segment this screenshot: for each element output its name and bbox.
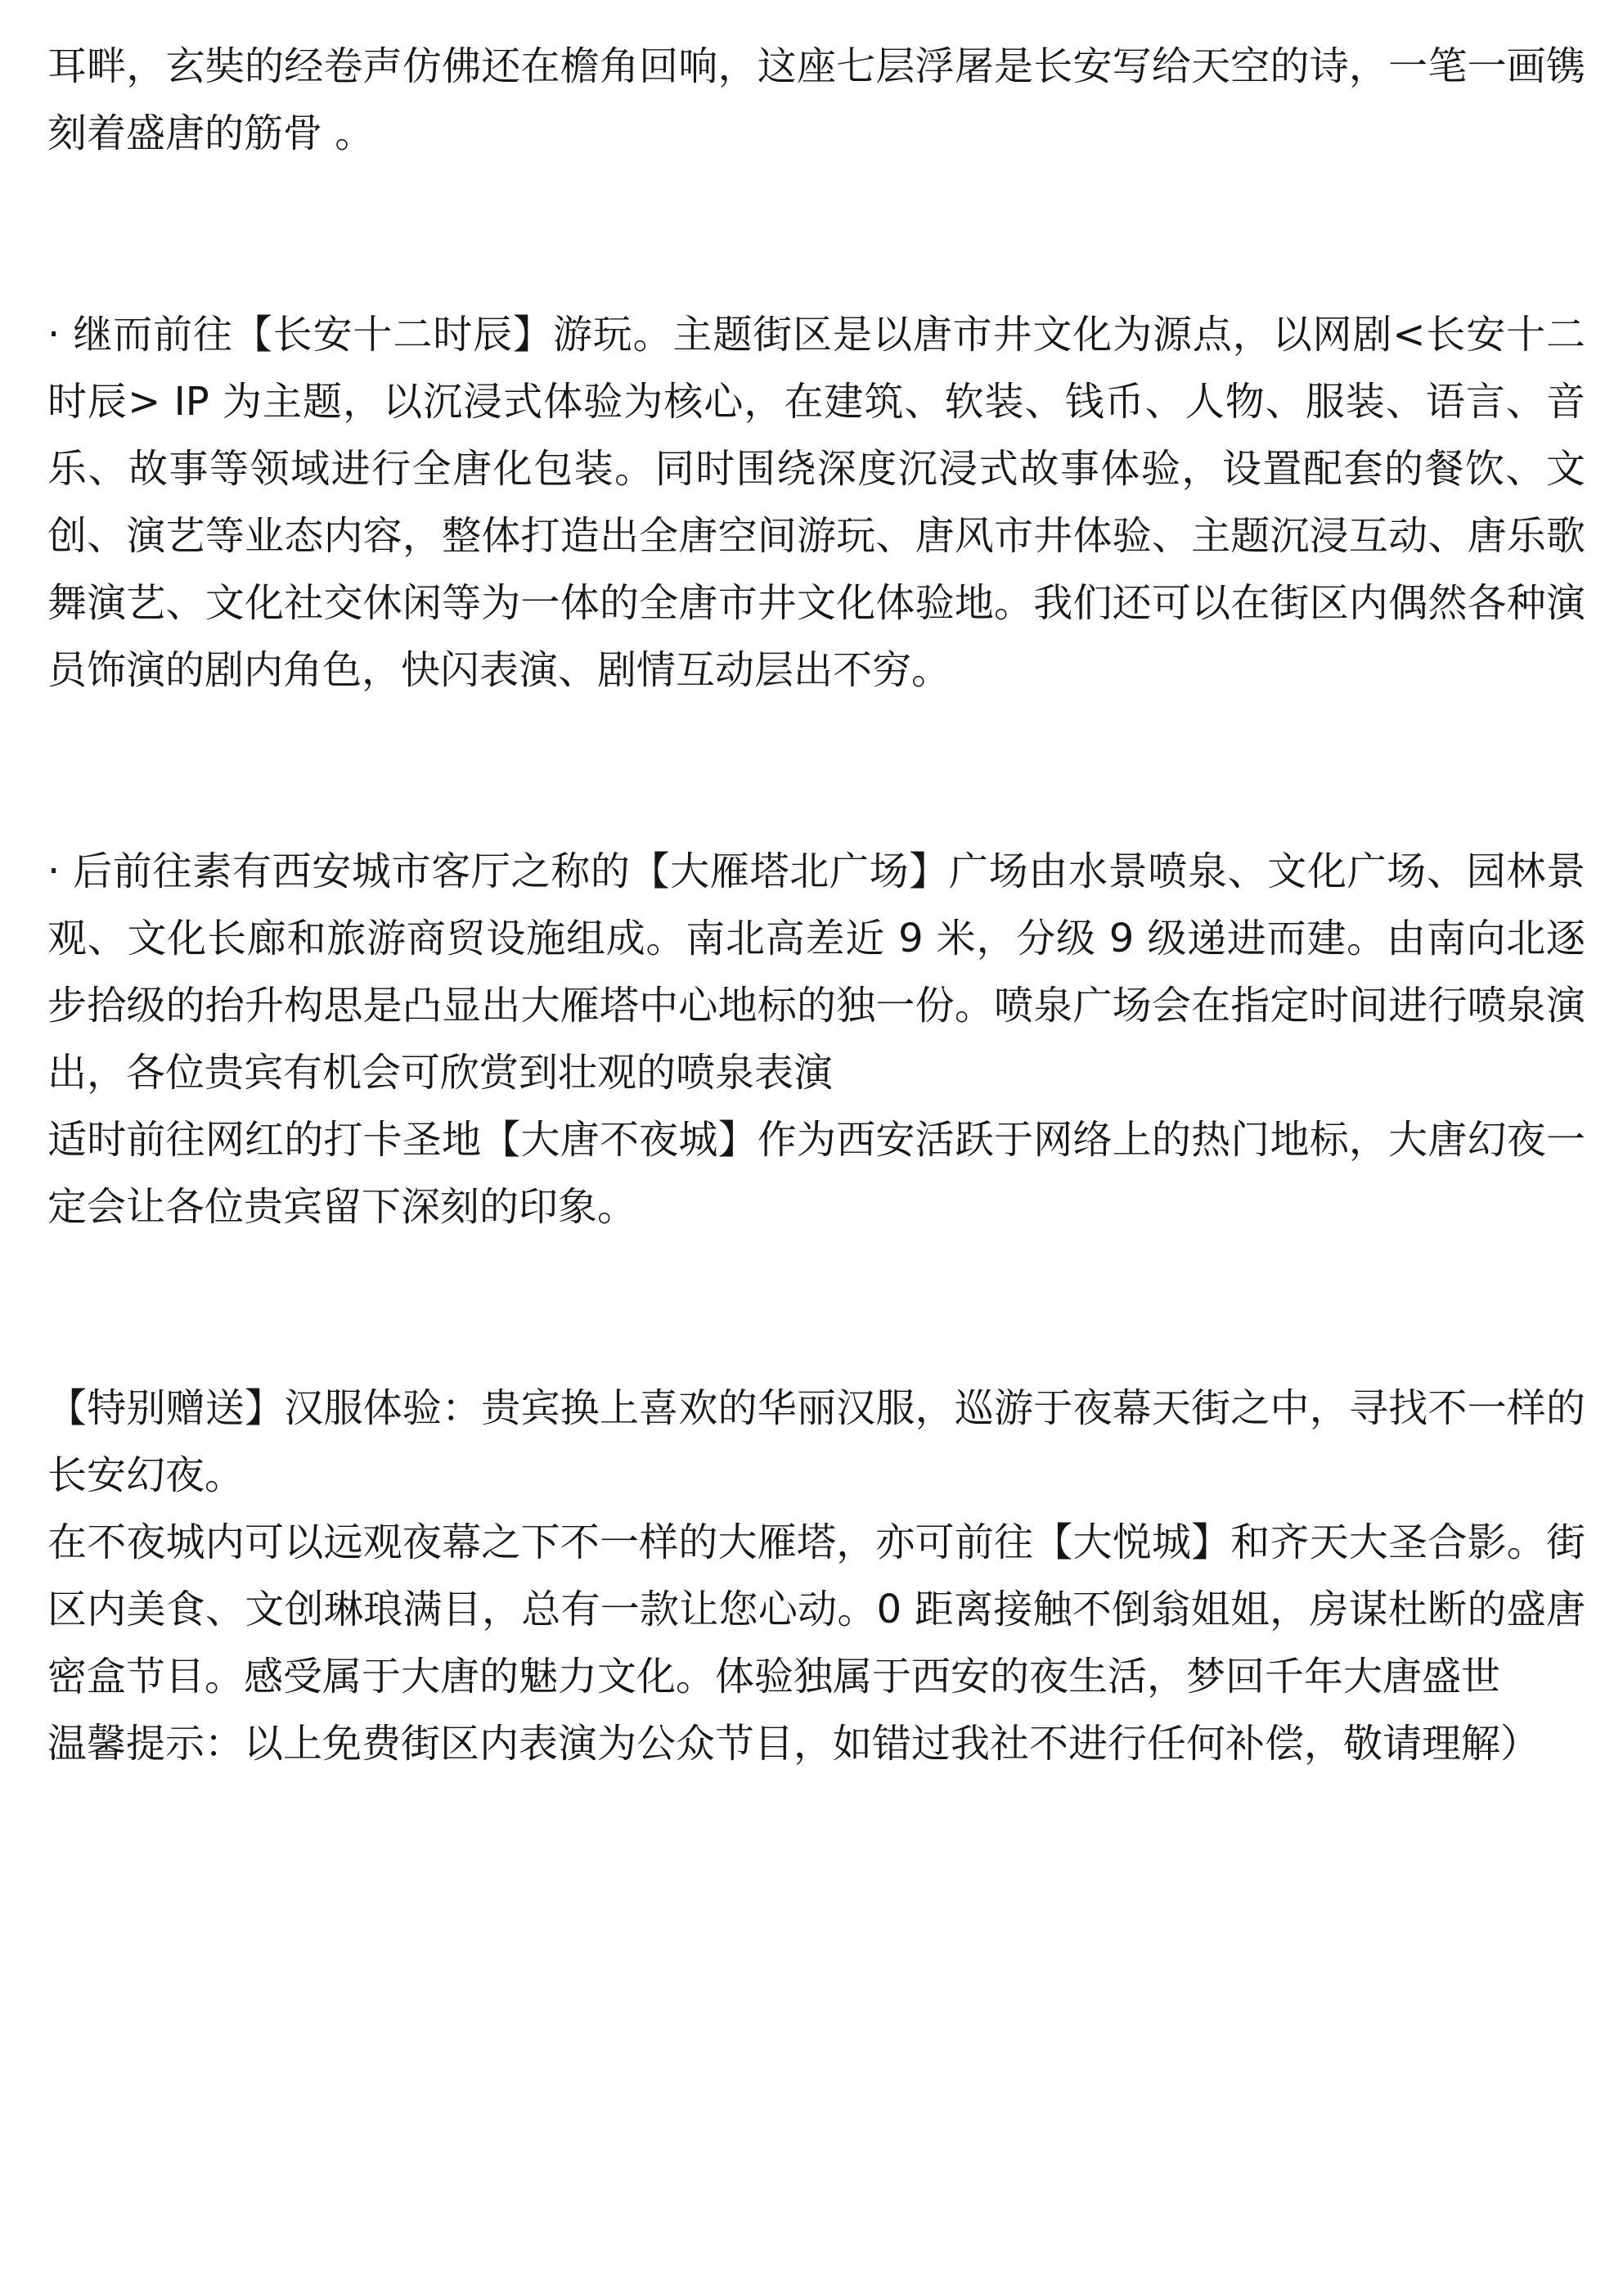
paragraph-north-square: · 后前往素有西安城市客厅之称的【大雁塔北广场】广场由水景喷泉、文化广场、园林景观、文化长廊和旅游商贸设施组成。南北高差近 9 米，分级 9 级递进而建。由南向北逐步拾级的抬升构思是凸显出大雁塔中心地标的独一份。喷泉广场会在指定时间进行喷泉演出，各位贵宾有机会可欣赏到壮观的喷泉表演 xyxy=(47,849,1585,1096)
paragraph-pagoda-intro: 耳畔，玄奘的经卷声仿佛还在檐角回响，这座七层浮屠是长安写给天空的诗，一笔一画镌刻着盛唐的筋骨 。 xyxy=(47,43,1585,156)
paragraph-spacer xyxy=(47,167,1585,301)
paragraph-warm-tip: 温馨提示：以上免费街区内表演为公众节目，如错过我社不进行任何补偿，敬请理解） xyxy=(47,1721,1540,1767)
paragraph-datang-night-city: 适时前往网红的打卡圣地【大唐不夜城】作为西安活跃于网络上的热门地标，大唐幻夜一定会让各位贵宾留下深刻的印象。 xyxy=(47,1117,1585,1230)
paragraph-spacer xyxy=(47,704,1585,838)
paragraph-chang-an-twelve-hours: · 继而前往【长安十二时辰】游玩。主题街区是以唐市井文化为源点，以网剧<长安十二时辰> IP 为主题，以沉浸式体验为核心，在建筑、软装、钱币、人物、服装、语言、音乐、故事等领域进行全唐化包装。同时围绕深度沉浸式故事体验，设置配套的餐饮、文创、演艺等业态内容，整体打造出全唐空间游玩、唐风市井体验、主题沉浸互动、唐乐歌舞演艺、文化社交休闲等为一体的全唐市井文化体验地。我们还可以在街区内偶然各种演员饰演的剧内角色，快闪表演、剧情互动层出不穷。 xyxy=(47,312,1585,693)
paragraph-spacer xyxy=(47,1240,1585,1375)
paragraph-night-city-activities: 在不夜城内可以远观夜幕之下不一样的大雁塔，亦可前往【大悦城】和齐天大圣合影。街区内美食、文创琳琅满目，总有一款让您心动。0 距离接触不倒翁姐姐，房谋杜断的盛唐密盒节目。感受属于大唐的魅力文化。体验独属于西安的夜生活，梦回千年大唐盛世 xyxy=(47,1519,1585,1699)
paragraph-special-gift: 【特别赠送】汉服体验：贵宾换上喜欢的华丽汉服，巡游于夜幕天街之中，寻找不一样的长安幻夜。 xyxy=(47,1385,1585,1498)
